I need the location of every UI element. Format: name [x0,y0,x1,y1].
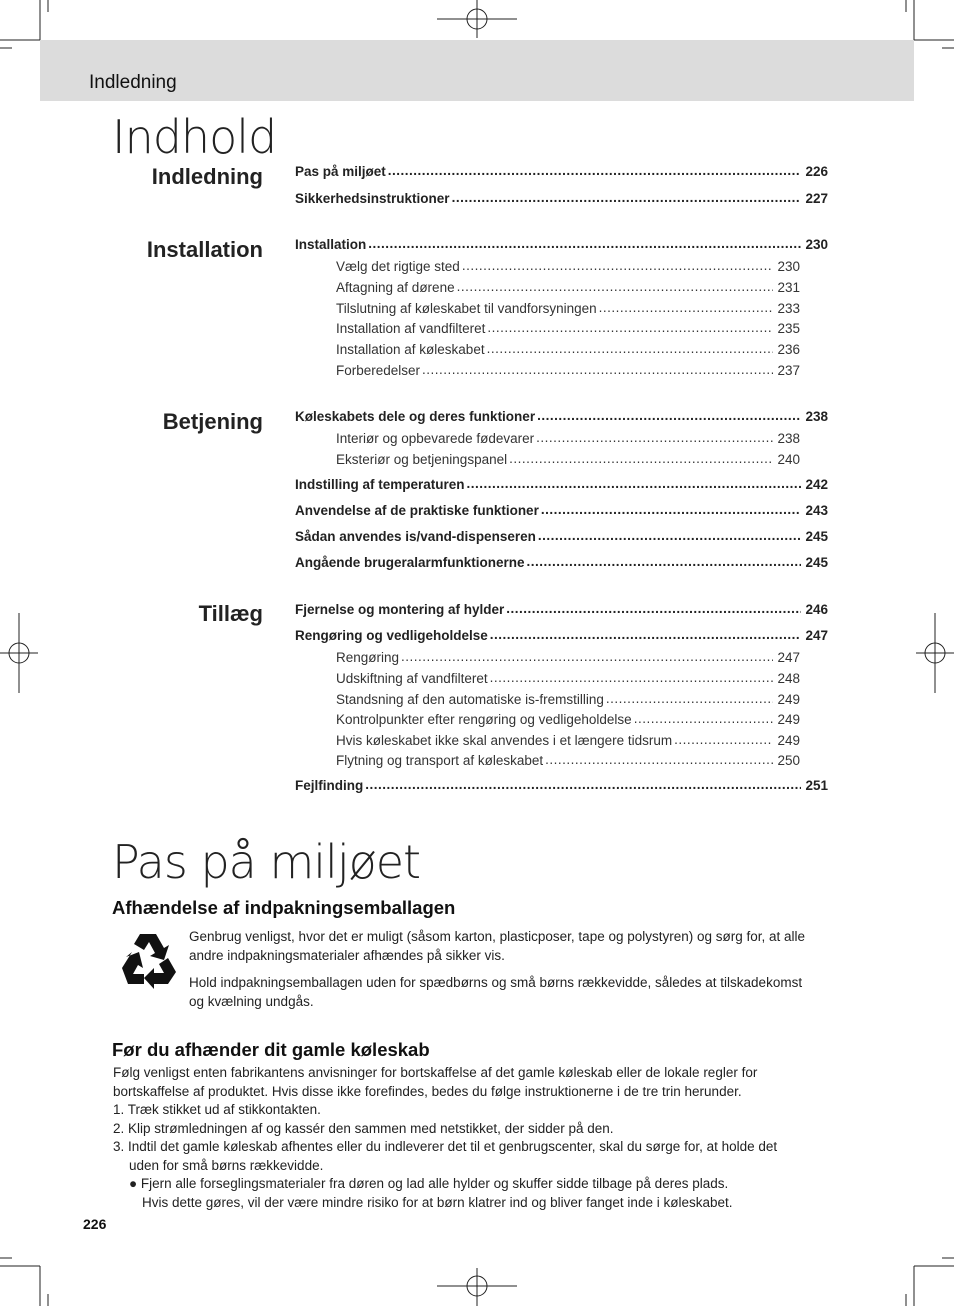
toc-leader [422,362,773,377]
toc-entry-title: Udskiftning af vandfilteret [336,671,488,686]
old-fridge-body [113,1064,777,1212]
toc-entry-page: 248 [777,671,800,686]
toc-entry-title: Standsning af den automatiske is-fremstilling [336,692,604,707]
toc-entry-title: Installation af køleskabet [336,342,485,357]
toc-entry-title: Forberedelser [336,363,421,378]
toc-entry[interactable] [295,164,828,179]
toc-subentry[interactable] [336,280,800,295]
toc-entry-title: Flytning og transport af køleskabet [336,753,544,768]
toc-leader [365,777,801,792]
toc-entry-page: 236 [777,342,800,357]
toc-entry[interactable] [295,237,828,252]
packaging-paragraph-1 [189,928,805,965]
contents-title: Indhold [112,110,277,164]
toc-subentry[interactable] [336,452,800,467]
toc-leader [467,476,802,491]
toc-entry-title: Angående brugeralarmfunktionerne [295,555,525,570]
toc-entry-page: 246 [805,602,828,617]
toc-leader [487,341,774,356]
toc-entry[interactable] [295,555,828,570]
toc-entry[interactable] [295,477,828,492]
toc-subentry[interactable] [336,733,800,748]
toc-leader [599,300,774,315]
section-heading-tillaeg: Tillæg [198,601,263,626]
header-label: Indledning [89,72,177,93]
text-line: Genbrug venligst, hvor det er muligt (såsom karton, plasticposer, tape og polystyren) og sørg for, at alle [189,929,806,944]
toc-entry-page: 237 [777,363,800,378]
toc-entry[interactable] [295,191,828,206]
environment-title: Pas på miljøet [112,835,421,889]
toc-entry-page: 238 [805,409,828,424]
bullet-item: ● Fjern alle forseglingsmaterialer fra døren og lad alle hylder og skuffer sidde tilbage på deres plads. [129,1176,729,1191]
toc-entry-page: 240 [777,452,800,467]
toc-entry-page: 247 [805,628,828,643]
toc-entry[interactable] [295,529,828,544]
toc-entry-page: 233 [777,301,800,316]
toc-entry-page: 230 [805,237,828,252]
text-line: og kvælning undgås. [189,993,314,1009]
toc-entry-page: 235 [777,321,800,336]
toc-subentry[interactable] [336,259,800,274]
toc-entry-page: 231 [777,280,800,295]
recycle-icon [118,930,182,992]
toc-entry-title: Installation af vandfilteret [336,321,486,336]
toc-subentry[interactable] [336,692,800,707]
toc-entry[interactable] [295,778,828,793]
text-line: andre indpakningsmaterialer afhændes på sikker vis. [189,947,505,963]
text-line: Følg venligst enten fabrikantens anvisninger for bortskaffelse af det gamle køleskab eller de lokale regler for [113,1065,758,1080]
toc-entry-title: Kontrolpunkter efter rengøring og vedligeholdelse [336,712,632,727]
toc-entry-title: Sådan anvendes is/vand-dispenseren [295,529,536,544]
toc-entry-title: Anvendelse af de praktiske funktioner [295,503,539,518]
old-fridge-heading: Før du afhænder dit gamle køleskab [112,1039,430,1060]
toc-entry[interactable] [295,602,828,617]
section-heading-indledning: Indledning [151,164,263,189]
toc-entry-title: Indstilling af temperaturen [295,477,465,492]
toc-leader [538,528,802,543]
toc-entry[interactable] [295,409,828,424]
section-heading-betjening: Betjening [162,409,263,434]
toc-entry-title: Vælg det rigtige sted [336,259,460,274]
step-1: 1. Træk stikket ud af stikkontakten. [113,1102,321,1117]
toc-entry-page: 249 [777,692,800,707]
toc-entry-page: 230 [777,259,800,274]
page-number: 226 [83,1216,107,1232]
toc-leader [368,236,801,251]
toc-entry-title: Eksteriør og betjeningspanel [336,452,508,467]
toc-subentry[interactable] [336,342,800,357]
toc-entry-page: 247 [777,650,800,665]
toc-leader [634,711,774,726]
step-3-continued: uden for små børns rækkevidde. [129,1157,324,1173]
toc-leader [509,451,773,466]
toc-leader [401,649,773,664]
toc-subentry[interactable] [336,671,800,686]
toc-entry-title: Fejlfinding [295,778,364,793]
toc-entry-title: Interiør og opbevarede fødevarer [336,431,535,446]
toc-entry-page: 227 [805,191,828,206]
toc-entry-page: 249 [777,733,800,748]
toc-subentry[interactable] [336,753,800,768]
toc-entry-page: 245 [805,555,828,570]
toc-subentry[interactable] [336,321,800,336]
text-line: bortskaffelse af produktet. Hvis disse ikke forefindes, bedes du følge instruktionerne i de tre trin herunder. [113,1083,742,1099]
toc-entry-title: Rengøring [336,650,400,665]
toc-leader [606,691,774,706]
toc-leader [487,320,773,335]
toc-leader [537,408,801,423]
toc-leader [490,670,774,685]
toc-entry[interactable] [295,503,828,518]
toc-leader [536,430,773,445]
packaging-paragraph-2 [189,974,802,1011]
toc-entry-title: Aftagning af dørene [336,280,455,295]
toc-entry-page: 243 [805,503,828,518]
toc-leader [541,502,802,517]
step-3: 3. Indtil det gamle køleskab afhentes eller du indleverer det til et genbrugscenter, skal du sørge for, at holde det [113,1139,778,1154]
toc-entry-page: 242 [805,477,828,492]
toc-entry-title: Tilslutning af køleskabet til vandforsyningen [336,301,597,316]
section-heading-installation: Installation [146,237,263,262]
toc-entry-title: Pas på miljøet [295,164,386,179]
toc-entry-title: Køleskabets dele og deres funktioner [295,409,536,424]
toc-entry-page: 238 [777,431,800,446]
toc-leader [674,732,773,747]
toc-leader [457,279,774,294]
toc-entry[interactable] [295,628,828,643]
toc-entry-page: 245 [805,529,828,544]
toc-entry-page: 226 [805,164,828,179]
toc-entry-title: Fjernelse og montering af hylder [295,602,505,617]
toc-subentry[interactable] [336,363,800,378]
packaging-heading: Afhændelse af indpakningsemballagen [112,897,456,918]
toc-leader [527,554,802,569]
toc-entry-page: 249 [777,712,800,727]
toc-entry-page: 251 [805,778,828,793]
step-2: 2. Klip strømledningen af og kassér den sammen med netstikket, der sidder på den. [113,1120,614,1136]
toc-leader [452,190,802,205]
toc-subentry[interactable] [336,431,800,446]
toc-entry-title: Hvis køleskabet ikke skal anvendes i et længere tidsrum [336,733,673,748]
toc-subentry[interactable] [336,712,800,727]
toc-entry-title: Sikkerhedsinstruktioner [295,191,450,206]
text-line: Hold indpakningsemballagen uden for spædbørns og små børns rækkevidde, således at tilskadekomst [189,975,803,990]
toc-entry-page: 250 [777,753,800,768]
toc-leader [462,258,774,273]
toc-subentry[interactable] [336,650,800,665]
toc-leader [490,627,802,642]
toc-subentry[interactable] [336,301,800,316]
toc-entry-title: Rengøring og vedligeholdelse [295,628,488,643]
toc-leader [388,163,802,178]
toc-entry-title: Installation [295,237,367,252]
toc-leader [506,601,801,616]
bullet-item-continued: Hvis dette gøres, vil der være mindre risiko for at børn klatrer ind og bliver fanget inde i køleskabet. [142,1194,733,1210]
toc-leader [545,752,773,767]
